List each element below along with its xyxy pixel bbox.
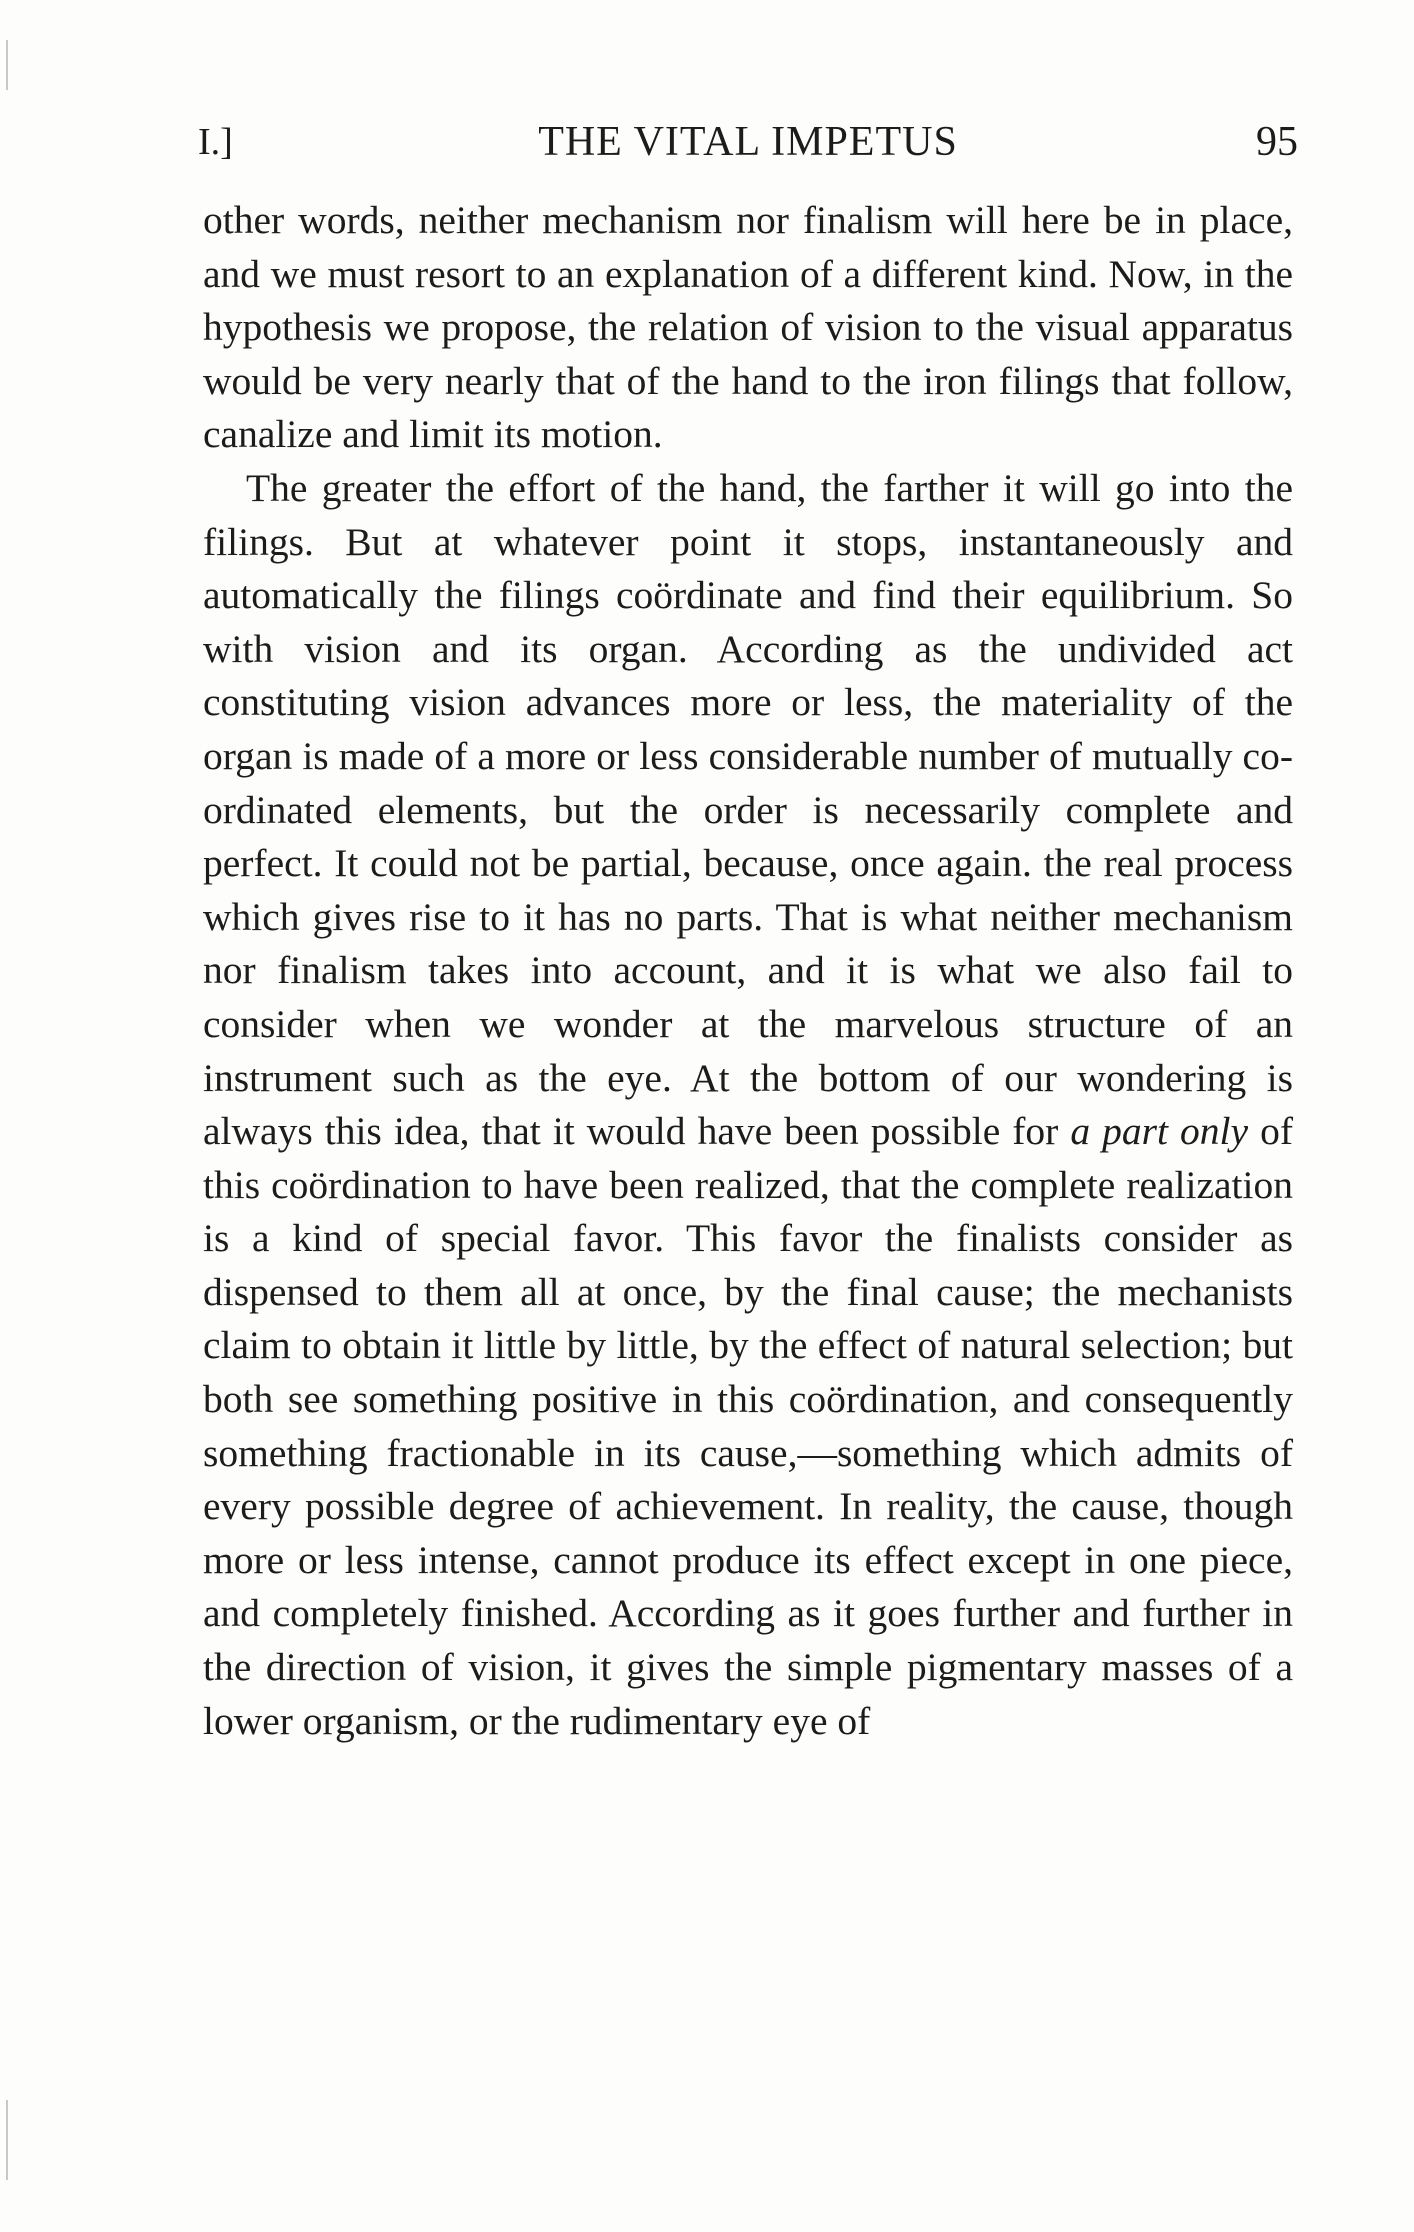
paragraph-2: [203, 462, 1293, 1748]
paragraph-2-emphasis: a part only: [1070, 1109, 1249, 1154]
page-number: 95: [1256, 119, 1298, 165]
running-head: [198, 112, 1298, 172]
section-marker: I.]: [198, 121, 233, 163]
page-title: THE VITAL IMPETUS: [538, 119, 958, 165]
scan-edge-mark: [6, 2100, 8, 2180]
body-text: [203, 194, 1293, 1748]
paragraph-2-text-after: of this coördination to have been realized, that the complete realization is a kind of special favor. This favor the finalists consider as dispensed to them all at once, by the final cause; the mechanists claim to obtain it little by little, by the effect of natural selection; but both see something positive in this coördination, and consequently something fractionable in its cause,—something which admits of every possible degree of achievement. In reality, the cause, though more or less intense, cannot produce its effect except in one piece, and completely finished. According as it goes further and further in the direction of vision, it gives the simple pigmentary masses of a lower organism, or the rudimentary eye of: [203, 1109, 1294, 1743]
paragraph-2-text-before: The greater the effort of the hand, the farther it will go into the filings. But at whatever point it stops, instantaneously and automatically the filings coördinate and find their equilibrium. So with vision and its organ. According as the undivided act constituting vision advances more or less, the materiality of the organ is made of a more or less considerable number of mutually coordinated elements, but the order is necessarily complete and perfect. It could not be partial, because, once again. the real process which gives rise to it has no parts. That is what neither mechanism nor finalism takes into account, and it is what we also fail to consider when we wonder at the marvelous structure of an instrument such as the eye. At the bottom of our wondering is always this idea, that it would have been possible for: [203, 465, 1293, 1154]
scan-edge-mark: [6, 40, 8, 90]
paragraph-1: other words, neither mechanism nor finalism will here be in place, and we must resort to an explanation of a different kind. Now, in the hypothesis we propose, the relation of vision to the visual apparatus would be very nearly that of the hand to the iron filings that follow, canalize and limit its motion.: [203, 198, 1293, 457]
